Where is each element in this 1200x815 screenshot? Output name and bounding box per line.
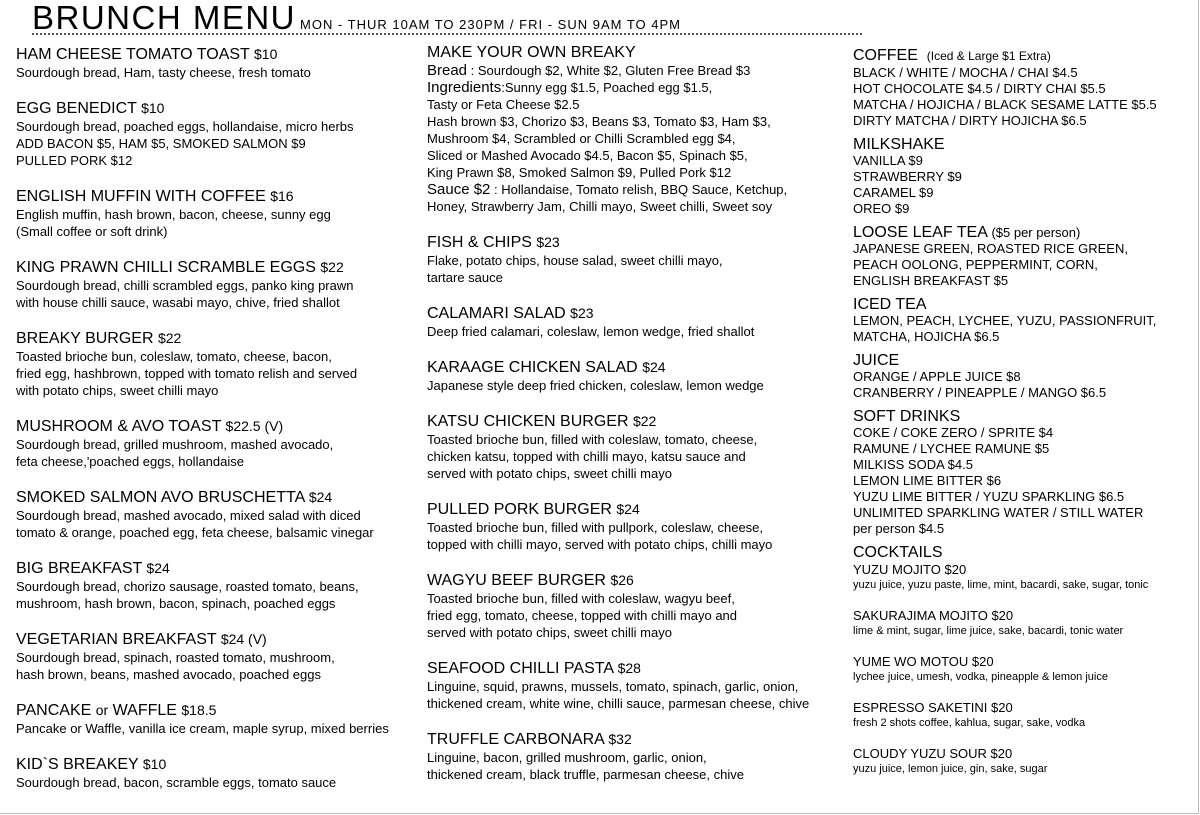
item-price: $24	[616, 501, 640, 517]
item-price: $23	[570, 305, 594, 321]
section-note: ($5 per person)	[991, 225, 1081, 240]
ingredients-options: :Sunny egg $1.5, Poached egg $1.5,	[501, 80, 713, 95]
item-price: $10	[254, 46, 278, 62]
item-desc: Toasted brioche bun, filled with coleslaw, tomato, cheese,	[427, 432, 758, 447]
item-desc: Pancake or Waffle, vanilla ice cream, maple syrup, mixed berries	[16, 721, 389, 736]
tea-section	[853, 224, 1193, 289]
menu-item	[16, 559, 416, 612]
iced-tea-section	[853, 296, 1193, 345]
item-name: MAKE YOUR OWN BREAKY	[427, 44, 636, 61]
item-desc: Toasted brioche bun, filled with pullpork, coleslaw, cheese,	[427, 520, 764, 535]
menu-item	[16, 99, 416, 169]
cocktail-name: ESPRESSO SAKETINI $20	[853, 700, 1013, 715]
item-name-or: or	[95, 702, 109, 718]
sauce-options: : Hollandaise, Tomato relish, BBQ Sauce, Ketchup,	[490, 182, 788, 197]
section-title: JUICE	[853, 352, 900, 369]
coffee-section	[853, 47, 1193, 129]
header-divider	[32, 33, 862, 35]
cocktail-desc: lime & mint, sugar, lime juice, sake, bacardi, tonic water	[853, 625, 1124, 637]
item-price: $22	[632, 413, 657, 429]
item-price: $23	[536, 234, 560, 250]
item-desc: Sourdough bread, grilled mushroom, mashed avocado,	[16, 437, 334, 452]
drink-line: BLACK / WHITE / MOCHA / CHAI $4.5	[853, 65, 1078, 80]
cocktail-name: SAKURAJIMA MOJITO $20	[853, 608, 1014, 623]
item-name: CALAMARI SALAD	[427, 305, 566, 322]
item-desc: chicken katsu, topped with chilli mayo, katsu sauce and	[427, 449, 746, 464]
item-desc: Linguine, bacon, grilled mushroom, garlic, onion,	[427, 750, 707, 765]
item-name: KATSU CHICKEN BURGER	[427, 413, 629, 430]
section-title: LOOSE LEAF TEA	[853, 224, 987, 241]
ingredients-line: King Prawn $8, Smoked Salmon $9, Pulled Pork $12	[427, 165, 732, 180]
item-desc: thickened cream, white wine, chilli sauce, parmesan cheese, chive	[427, 696, 810, 711]
item-desc: Sourdough bread, chilli scrambled eggs, panko king prawn	[16, 278, 354, 293]
item-name: WAGYU BEEF BURGER	[427, 572, 606, 589]
item-name: PANCAKE	[16, 702, 92, 719]
drink-line: RAMUNE / LYCHEE RAMUNE $5	[853, 441, 1050, 456]
menu-item	[427, 730, 847, 783]
juice-section	[853, 352, 1193, 401]
item-price: $26	[610, 572, 634, 588]
cocktail-desc: yuzu juice, yuzu paste, lime, mint, bacardi, sake, sugar, tonic	[853, 579, 1149, 591]
section-note: (Iced & Large $1 Extra)	[926, 49, 1051, 63]
item-desc: Sourdough bread, poached eggs, hollandaise, micro herbs	[16, 119, 354, 134]
menu-column-1	[16, 45, 416, 809]
item-desc: tomato & orange, poached egg, feta cheese, balsamic vinegar	[16, 525, 374, 540]
menu-item	[16, 701, 416, 737]
section-title: COFFEE	[853, 47, 918, 64]
cocktails-section	[853, 544, 1193, 777]
item-desc: English muffin, hash brown, bacon, cheese, sunny egg	[16, 207, 331, 222]
menu-item	[427, 659, 847, 712]
item-price: $22.5 (V)	[225, 418, 284, 434]
menu-item	[427, 571, 847, 641]
sauce-label: Sauce $2	[427, 181, 491, 198]
item-name: SMOKED SALMON AVO BRUSCHETTA	[16, 489, 305, 506]
drink-line: PEACH OOLONG, PEPPERMINT, CORN,	[853, 257, 1098, 272]
item-name: FISH & CHIPS	[427, 234, 532, 251]
item-price: $24 (V)	[220, 631, 267, 647]
ingredients-line: Tasty or Feta Cheese $2.5	[427, 97, 580, 112]
menu-item	[427, 500, 847, 553]
item-name: EGG BENEDICT	[16, 100, 137, 117]
ingredients-line: Hash brown $3, Chorizo $3, Beans $3, Tomato $3, Ham $3,	[427, 114, 771, 129]
item-desc: thickened cream, black truffle, parmesan cheese, chive	[427, 767, 744, 782]
drink-line: DIRTY MATCHA / DIRTY HOJICHA $6.5	[853, 113, 1087, 128]
item-desc: Sourdough bread, Ham, tasty cheese, fresh tomato	[16, 65, 311, 80]
item-price: $16	[270, 188, 294, 204]
drink-line: CRANBERRY / PINEAPPLE / MANGO $6.5	[853, 385, 1107, 400]
item-addon: PULLED PORK $12	[16, 153, 133, 168]
drink-line: ORANGE / APPLE JUICE $8	[853, 369, 1021, 384]
milkshake-section	[853, 136, 1193, 217]
item-desc: Flake, potato chips, house salad, sweet chilli mayo,	[427, 253, 723, 268]
cocktail-name: YUME WO MOTOU $20	[853, 654, 994, 669]
item-price: $22	[157, 330, 182, 346]
item-desc: Sourdough bread, chorizo sausage, roasted tomato, beans,	[16, 579, 359, 594]
drink-line: YUZU LIME BITTER / YUZU SPARKLING $6.5	[853, 489, 1125, 504]
item-price: $24	[308, 489, 333, 505]
item-name: TRUFFLE CARBONARA	[427, 731, 604, 748]
item-name: MUSHROOM & AVO TOAST	[16, 418, 222, 435]
item-desc: served with potato chips, sweet chilli mayo	[427, 466, 672, 481]
menu-item	[16, 329, 416, 399]
menu-item	[16, 755, 416, 791]
item-name: KARAAGE CHICKEN SALAD	[427, 359, 638, 376]
drink-line: VANILLA $9	[853, 153, 923, 168]
drink-line: ENGLISH BREAKFAST $5	[853, 273, 1009, 288]
item-desc: Toasted brioche bun, filled with coleslaw, wagyu beef,	[427, 591, 735, 606]
item-name: KING PRAWN CHILLI SCRAMBLE EGGS	[16, 259, 316, 276]
menu-title: BRUNCH MENU	[32, 0, 296, 36]
menu-column-2	[427, 44, 847, 801]
section-title: SOFT DRINKS	[853, 408, 961, 425]
menu-item	[16, 258, 416, 311]
item-name: BREAKY BURGER	[16, 330, 154, 347]
item-desc: (Small coffee or soft drink)	[16, 224, 168, 239]
item-desc: fried egg, hashbrown, topped with tomato relish and served	[16, 366, 358, 381]
bread-options: : Sourdough $2, White $2, Gluten Free Bread $3	[467, 63, 751, 78]
item-price: $18.5	[181, 702, 217, 718]
item-desc: Sourdough bread, mashed avocado, mixed salad with diced	[16, 508, 361, 523]
item-desc: Toasted brioche bun, coleslaw, tomato, cheese, bacon,	[16, 349, 332, 364]
item-price: $24	[146, 560, 170, 576]
item-price: $22	[320, 259, 344, 275]
cocktail-name: CLOUDY YUZU SOUR $20	[853, 746, 1013, 761]
item-price: $24	[642, 359, 666, 375]
item-desc: Sourdough bread, spinach, roasted tomato, mushroom,	[16, 650, 335, 665]
menu-item	[16, 45, 416, 81]
section-title: ICED TEA	[853, 296, 927, 313]
cocktail-desc: lychee juice, umesh, vodka, pineapple & lemon juice	[853, 671, 1108, 683]
drink-line: MATCHA, HOJICHA $6.5	[853, 329, 1000, 344]
item-name: VEGETARIAN BREAKFAST	[16, 631, 217, 648]
cocktail-desc: fresh 2 shots coffee, kahlua, sugar, sake, vodka	[853, 717, 1086, 729]
drink-line: COKE / COKE ZERO / SPRITE $4	[853, 425, 1054, 440]
drink-line: STRAWBERRY $9	[853, 169, 962, 184]
menu-item	[16, 187, 416, 240]
drink-line: CARAMEL $9	[853, 185, 934, 200]
section-title: MILKSHAKE	[853, 136, 945, 153]
item-price: $10	[142, 756, 167, 772]
item-desc: fried egg, tomato, cheese, topped with chilli mayo and	[427, 608, 738, 623]
sauce-line: Honey, Strawberry Jam, Chilli mayo, Sweet chilli, Sweet soy	[427, 199, 773, 214]
item-name: HAM CHEESE TOMATO TOAST	[16, 46, 250, 63]
item-desc: Japanese style deep fried chicken, coleslaw, lemon wedge	[427, 378, 764, 393]
opening-hours: MON - THUR 10AM TO 230PM / FRI - SUN 9AM TO 4PM	[300, 17, 681, 32]
item-name: ENGLISH MUFFIN WITH COFFEE	[16, 188, 266, 205]
item-price: $10	[141, 100, 165, 116]
cocktail-desc: yuzu juice, lemon juice, gin, sake, sugar	[853, 763, 1048, 775]
item-desc: with house chilli sauce, wasabi mayo, chive, fried shallot	[16, 295, 340, 310]
item-desc: served with potato chips, sweet chilli mayo	[427, 625, 672, 640]
item-desc: mushroom, hash brown, bacon, spinach, poached eggs	[16, 596, 336, 611]
item-addon: ADD BACON $5, HAM $5, SMOKED SALMON $9	[16, 136, 306, 151]
item-desc: feta cheese,'poached eggs, hollandaise	[16, 454, 244, 469]
item-desc: Sourdough bread, bacon, scramble eggs, tomato sauce	[16, 775, 337, 790]
bread-label: Bread	[427, 62, 468, 79]
item-desc: topped with chilli mayo, served with potato chips, chilli mayo	[427, 537, 773, 552]
item-name-b: WAFFLE	[112, 702, 177, 719]
drink-line: per person $4.5	[853, 521, 945, 536]
item-desc: tartare sauce	[427, 270, 503, 285]
drink-line: MILKISS SODA $4.5	[853, 457, 973, 472]
menu-item	[427, 358, 847, 394]
item-desc: Linguine, squid, prawns, mussels, tomato, spinach, garlic, onion,	[427, 679, 799, 694]
item-desc: with potato chips, sweet chilli mayo	[16, 383, 219, 398]
drink-line: LEMON, PEACH, LYCHEE, YUZU, PASSIONFRUIT,	[853, 313, 1157, 328]
item-price: $28	[617, 660, 641, 676]
item-desc: Deep fried calamari, coleslaw, lemon wedge, fried shallot	[427, 324, 755, 339]
menu-column-3	[853, 47, 1193, 791]
item-name: PULLED PORK BURGER	[427, 501, 612, 518]
item-name: BIG BREAKFAST	[16, 560, 142, 577]
menu-item	[16, 630, 416, 683]
soft-drinks-section	[853, 408, 1193, 537]
ingredients-line: Sliced or Mashed Avocado $4.5, Bacon $5, Spinach $5,	[427, 148, 748, 163]
menu-item	[16, 488, 416, 541]
drink-line: JAPANESE GREEN, ROASTED RICE GREEN,	[853, 241, 1128, 256]
item-name: KID`S BREAKEY	[16, 756, 139, 773]
drink-line: HOT CHOCOLATE $4.5 / DIRTY CHAI $5.5	[853, 81, 1106, 96]
drink-line: UNLIMITED SPARKLING WATER / STILL WATER	[853, 505, 1144, 520]
ingredients-label: Ingredients	[427, 79, 502, 96]
menu-item	[427, 412, 847, 482]
ingredients-line: Mushroom $4, Scrambled or Chilli Scrambled egg $4,	[427, 131, 736, 146]
menu-item	[16, 417, 416, 470]
menu-item	[427, 233, 847, 286]
make-your-own-breaky	[427, 44, 847, 215]
section-title: COCKTAILS	[853, 544, 943, 561]
drink-line: MATCHA / HOJICHA / BLACK SESAME LATTE $5.5	[853, 97, 1157, 112]
drink-line: OREO $9	[853, 201, 910, 216]
menu-header	[32, 0, 681, 36]
item-name: SEAFOOD CHILLI PASTA	[427, 660, 614, 677]
menu-item	[427, 304, 847, 340]
item-desc: hash brown, beans, mashed avocado, poached eggs	[16, 667, 321, 682]
cocktail-name: YUZU MOJITO $20	[853, 562, 967, 577]
item-price: $32	[608, 731, 632, 747]
drink-line: LEMON LIME BITTER $6	[853, 473, 1002, 488]
